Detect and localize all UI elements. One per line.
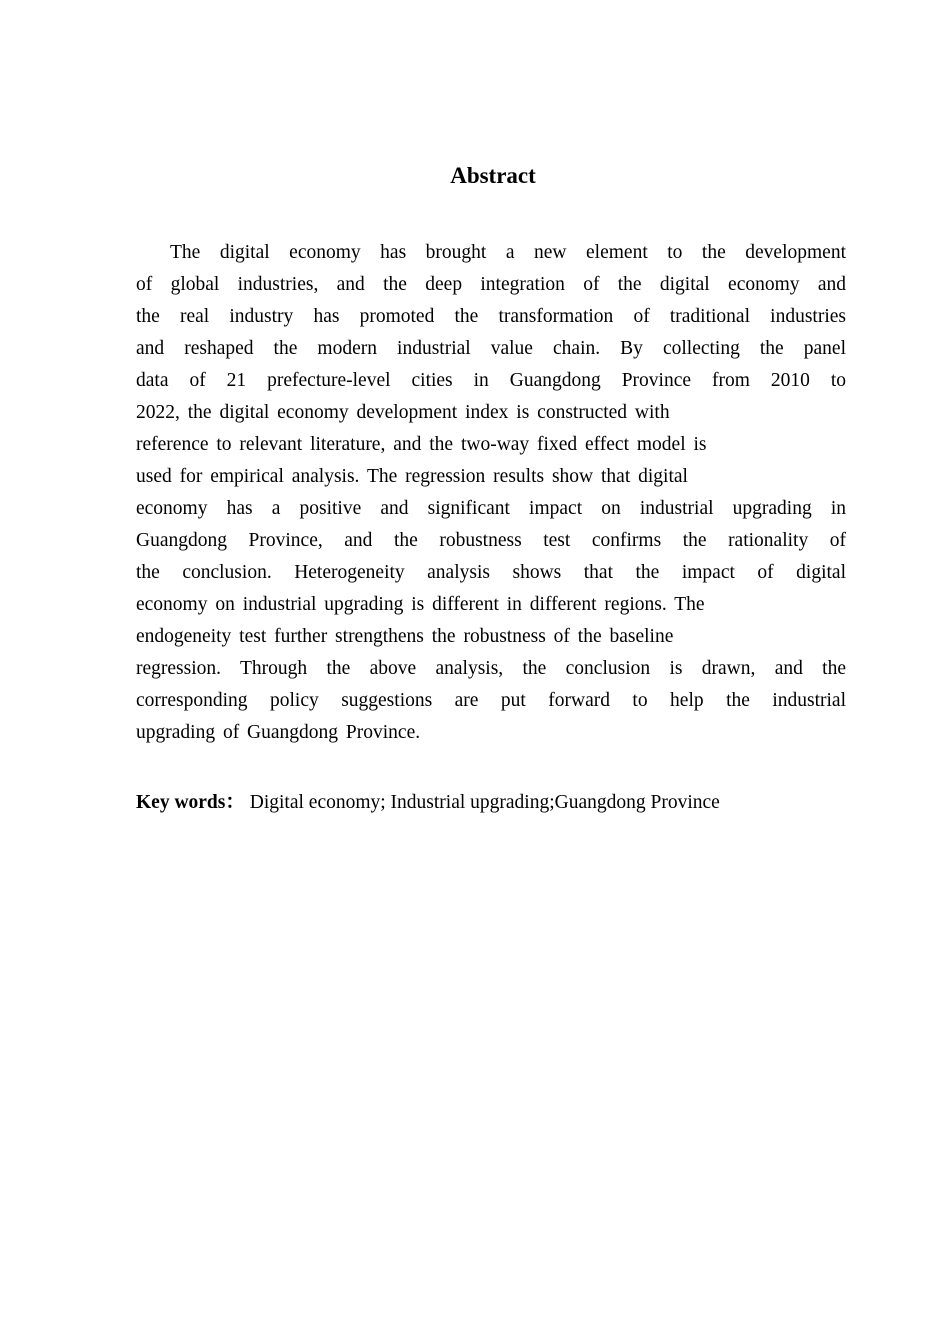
abstract-line: economy on industrial upgrading is different in different regions. The	[136, 594, 705, 615]
keywords-value: Digital economy; Industrial upgrading;Guangdong Province	[244, 792, 720, 813]
abstract-line: the conclusion. Heterogeneity analysis shows that the impact of digital	[136, 562, 846, 583]
abstract-line: Guangdong Province, and the robustness test confirms the rationality of	[136, 530, 846, 551]
abstract-line: corresponding policy suggestions are put forward to help the industrial	[136, 690, 846, 711]
abstract-line: endogeneity test further strengthens the robustness of the baseline	[136, 626, 674, 647]
keywords-label: Key words：	[136, 792, 245, 813]
abstract-line: the real industry has promoted the transformation of traditional industries	[136, 306, 846, 327]
abstract-line: upgrading of Guangdong Province.	[136, 722, 421, 743]
abstract-line: economy has a positive and significant impact on industrial upgrading in	[136, 498, 846, 519]
abstract-line: 2022, the digital economy development index is constructed with	[136, 402, 670, 423]
abstract-line: data of 21 prefecture-level cities in Guangdong Province from 2010 to	[136, 370, 846, 391]
abstract-line: The digital economy has brought a new element to the development	[170, 242, 846, 263]
keywords-line	[136, 787, 846, 819]
abstract-line: used for empirical analysis. The regression results show that digital	[136, 466, 688, 487]
abstract-line: reference to relevant literature, and the two-way fixed effect model is	[136, 434, 707, 455]
abstract-line: of global industries, and the deep integration of the digital economy and	[136, 274, 846, 295]
abstract-title: Abstract	[450, 163, 536, 188]
abstract-line: regression. Through the above analysis, the conclusion is drawn, and the	[136, 658, 846, 679]
abstract-line: and reshaped the modern industrial value chain. By collecting the panel	[136, 338, 846, 359]
abstract-body	[136, 237, 846, 749]
